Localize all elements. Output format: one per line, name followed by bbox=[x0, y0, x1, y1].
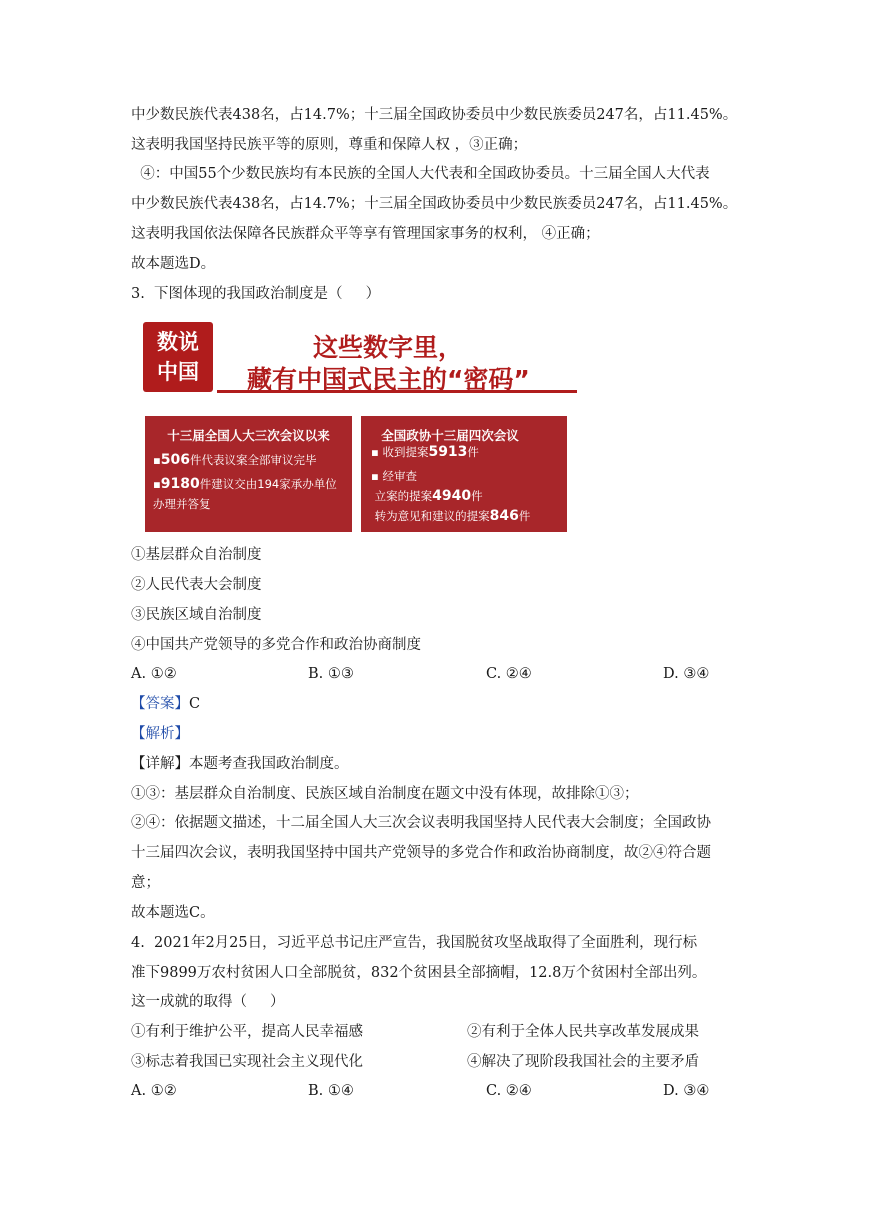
q3-explanation: ②④：依据题文描述，十二届全国人大三次会议表明我国坚持人民代表大会制度；全国政协 bbox=[131, 815, 711, 831]
q4-item: ②有利于全体人民共享改革发展成果 bbox=[467, 1024, 699, 1040]
answer-tag: 【答案】 bbox=[131, 696, 189, 712]
shushuo-zhongguo-logo: 数说 中国 bbox=[143, 322, 213, 392]
cppcc-line-2: ▪ 经审查 bbox=[371, 469, 417, 483]
infographic-headline bbox=[217, 324, 577, 393]
infographic bbox=[143, 322, 573, 534]
q3-item: ④中国共产党领导的多党合作和政治协商制度 bbox=[131, 637, 421, 653]
headline-line-2: 藏有中国式民主的“密码” bbox=[247, 365, 530, 394]
text-line: 故本题选D。 bbox=[131, 256, 216, 272]
npc-line-2: ▪9180件建议交由194家承办单位 bbox=[153, 476, 337, 492]
q3-option-c: C. ②④ bbox=[486, 666, 532, 682]
q3-item: ①基层群众自治制度 bbox=[131, 547, 262, 563]
q4-option-b: B. ①④ bbox=[308, 1083, 354, 1099]
q4-option-d: D. ③④ bbox=[663, 1083, 710, 1099]
text-line: ④：中国55个少数民族均有本民族的全国人大代表和全国政协委员。十三届全国人大代表 bbox=[131, 166, 710, 182]
q3-detail: 【详解】本题考查我国政治制度。 bbox=[131, 756, 349, 772]
q4-option-c: C. ②④ bbox=[486, 1083, 532, 1099]
q3-option-d: D. ③④ bbox=[663, 666, 710, 682]
npc-line-1: ▪506件代表议案全部审议完毕 bbox=[153, 452, 317, 468]
q3-explanation: ①③：基层群众自治制度、民族区域自治制度在题文中没有体现，故排除①③； bbox=[131, 786, 639, 802]
question-4-stem: 这一成就的取得（ ） bbox=[131, 994, 285, 1010]
headline-line-1: 这些数字里， bbox=[313, 333, 464, 362]
cppcc-panel-title: 全国政协十三届四次会议 bbox=[381, 428, 519, 443]
q3-analysis-tag: 【解析】 bbox=[131, 726, 189, 742]
q4-item: ④解决了现阶段我国社会的主要矛盾 bbox=[467, 1054, 699, 1070]
text-line: 这表明我国依法保障各民族群众平等享有管理国家事务的权利， ④正确； bbox=[131, 226, 600, 242]
q3-option-a: A. ①② bbox=[131, 666, 177, 682]
text-line: 这表明我国坚持民族平等的原则，尊重和保障人权 ，③正确； bbox=[131, 137, 528, 153]
cppcc-line-3: 立案的提案4940件 bbox=[374, 488, 483, 504]
q3-answer: 【答案】C bbox=[131, 696, 201, 712]
q3-explanation: 十三届四次会议，表明我国坚持中国共产党领导的多党合作和政治协商制度，故②④符合题 bbox=[131, 845, 711, 861]
text-line: 中少数民族代表438名，占14.7%；十三届全国政协委员中少数民族委员247名，占11.45%。 bbox=[131, 107, 738, 123]
q3-item: ③民族区域自治制度 bbox=[131, 607, 262, 623]
question-3-stem: 3. 下图体现的我国政治制度是（ ） bbox=[131, 286, 381, 302]
q4-option-a: A. ①② bbox=[131, 1083, 177, 1099]
q4-item: ③标志着我国已实现社会主义现代化 bbox=[131, 1054, 363, 1070]
q3-option-b: B. ①③ bbox=[308, 666, 354, 682]
question-4-stem: 4. 2021年2月25日，习近平总书记庄严宣告，我国脱贫攻坚战取得了全面胜利，现行标 bbox=[131, 935, 698, 951]
npc-panel bbox=[145, 416, 352, 532]
cppcc-line-4: 转为意见和建议的提案846件 bbox=[374, 508, 531, 524]
cppcc-line-1: ▪ 收到提案5913件 bbox=[371, 444, 479, 460]
q3-explanation: 意； bbox=[131, 875, 160, 891]
npc-panel-title: 十三届全国人大三次会议以来 bbox=[167, 428, 330, 443]
text-line: 中少数民族代表438名，占14.7%；十三届全国政协委员中少数民族委员247名，占11.45%。 bbox=[131, 196, 738, 212]
q3-item: ②人民代表大会制度 bbox=[131, 577, 262, 593]
npc-line-3: 办理并答复 bbox=[153, 497, 211, 511]
q4-item: ①有利于维护公平，提高人民幸福感 bbox=[131, 1024, 363, 1040]
q3-conclusion: 故本题选C。 bbox=[131, 905, 215, 921]
cppcc-panel bbox=[361, 416, 567, 532]
question-4-stem: 准下9899万农村贫困人口全部脱贫，832个贫困县全部摘帽，12.8万个贫困村全部出列。 bbox=[131, 965, 707, 981]
